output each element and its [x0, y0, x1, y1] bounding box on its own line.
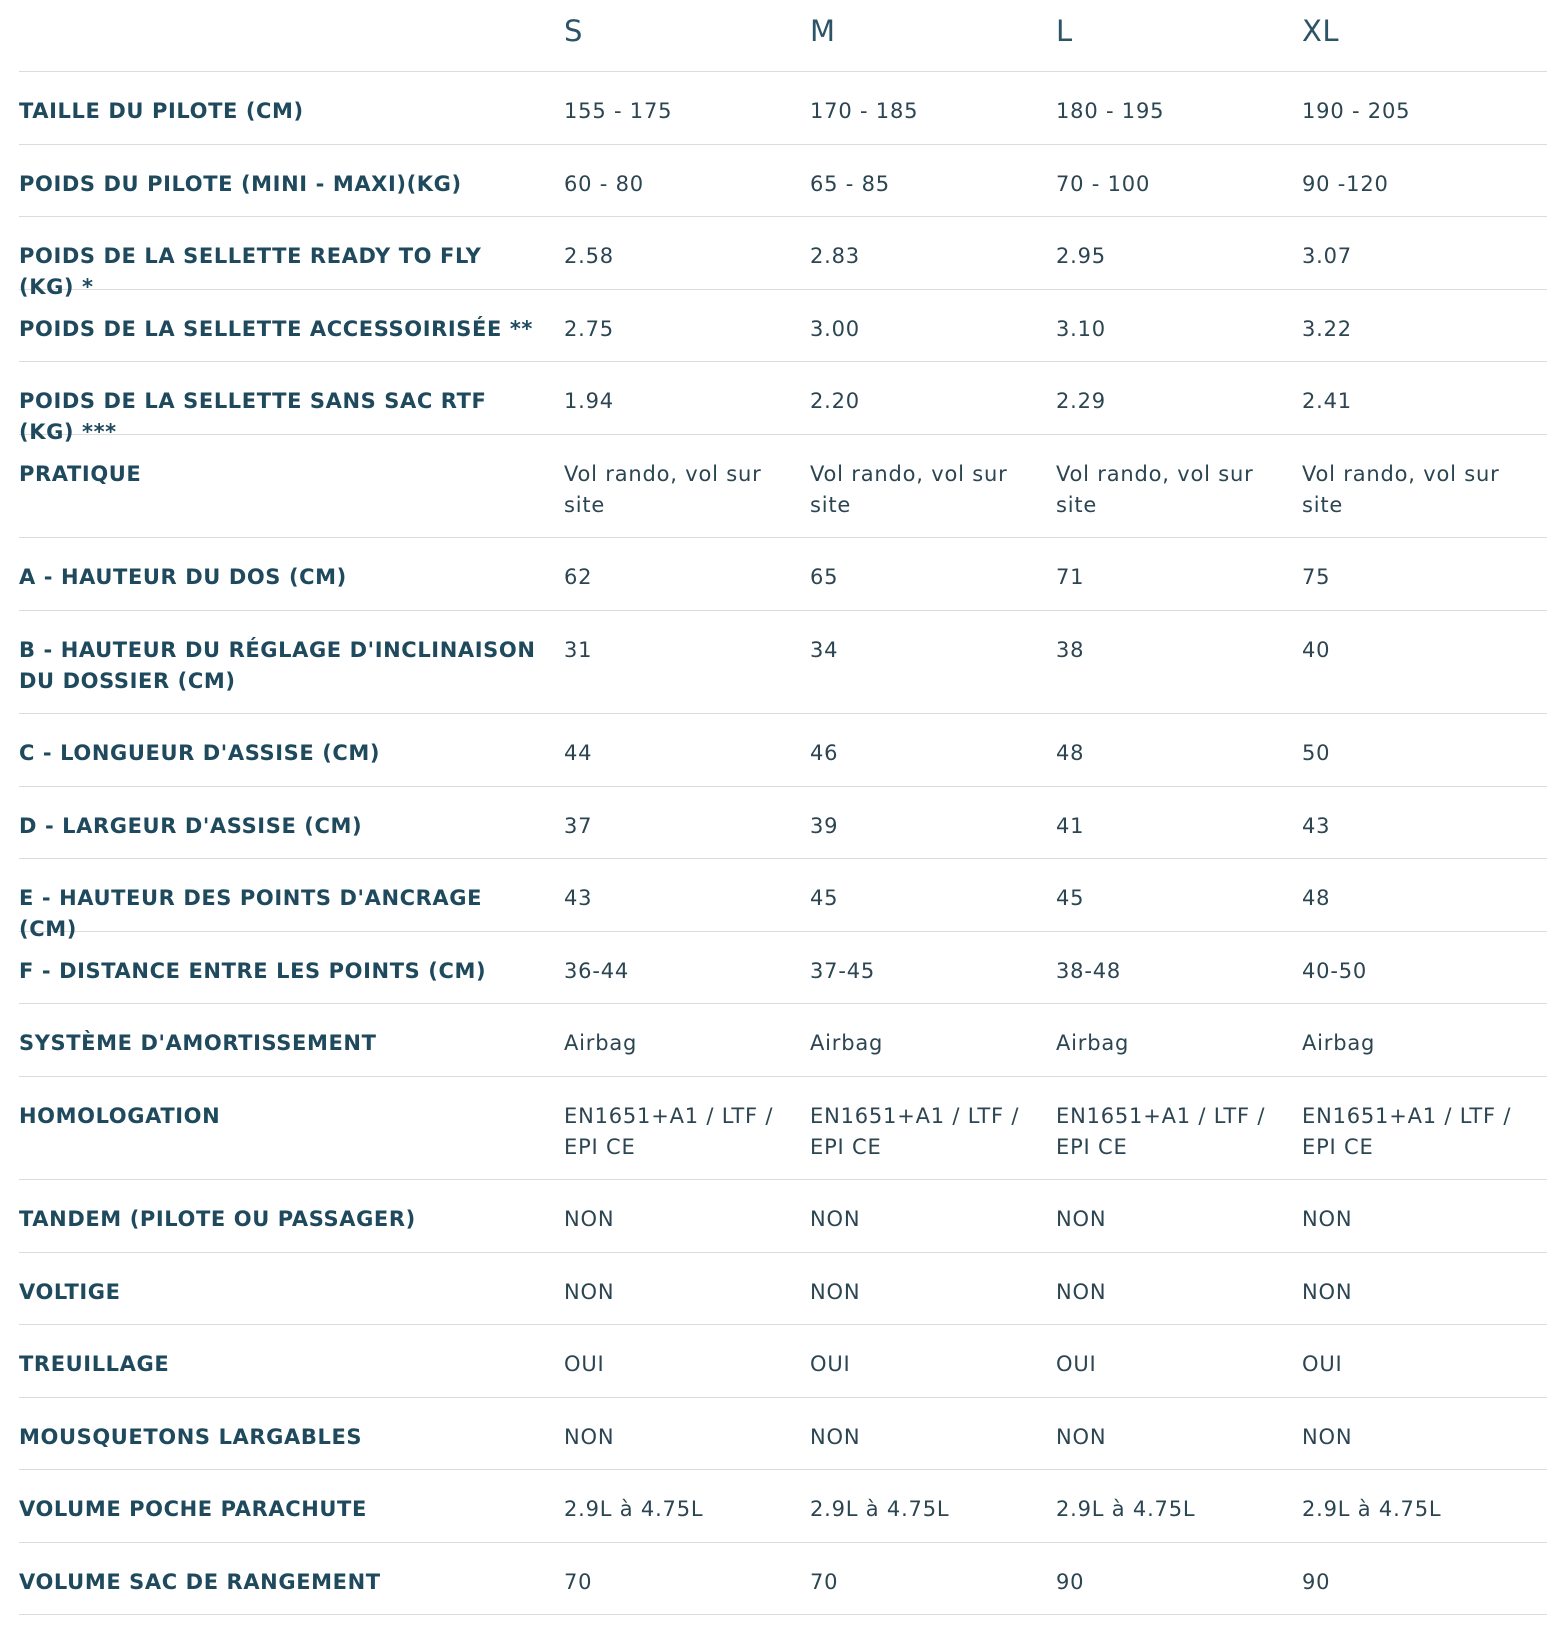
cell-xl: 50 [1302, 741, 1331, 765]
cell-xl: 2.9L à 4.75L [1302, 1497, 1442, 1521]
row-label: E - HAUTEUR DES POINTS D'ANCRAGE (CM) [19, 886, 483, 941]
cell-m: 46 [810, 741, 839, 765]
cell-xl: 3.07 [1302, 244, 1352, 268]
cell-s: Vol rando, vol sur site [564, 461, 762, 517]
row-label: SYSTÈME D'AMORTISSEMENT [19, 1031, 377, 1055]
cell-l: Airbag [1056, 1031, 1130, 1055]
cell-xl: 40 [1302, 637, 1331, 662]
cell-xl: EN1651+A1 / LTF / EPI CE [1302, 1103, 1512, 1159]
table-row [19, 787, 1547, 860]
table-row [19, 290, 1547, 363]
table-row [19, 932, 1547, 1005]
cell-xl: 2.41 [1302, 389, 1352, 413]
cell-l: NON [1056, 1424, 1107, 1449]
cell-xl: Airbag [1302, 1031, 1376, 1055]
table-row [19, 538, 1547, 611]
cell-s: 36-44 [564, 958, 630, 983]
cell-xl: NON [1302, 1424, 1353, 1449]
cell-l: 180 - 195 [1056, 99, 1165, 123]
cell-m: 65 [810, 565, 839, 589]
cell-m: EN1651+A1 / LTF / EPI CE [810, 1103, 1020, 1159]
cell-xl: 48 [1302, 886, 1331, 910]
cell-s: 37 [564, 813, 593, 838]
cell-s: OUI [564, 1352, 605, 1376]
row-label: C - LONGUEUR D'ASSISE (CM) [19, 741, 381, 765]
table-row [19, 217, 1547, 299]
cell-l: 38 [1056, 637, 1085, 662]
cell-m: 70 [810, 1569, 839, 1594]
cell-l: NON [1056, 1207, 1107, 1231]
cell-s: NON [564, 1207, 615, 1231]
table-row [19, 1077, 1547, 1181]
row-label: POIDS DE LA SELLETTE ACCESSOIRISÉE ** [19, 316, 533, 341]
cell-l: OUI [1056, 1352, 1097, 1376]
row-label: F - DISTANCE ENTRE LES POINTS (CM) [19, 958, 487, 983]
cell-s: 2.58 [564, 244, 614, 268]
row-label: PRATIQUE [19, 461, 142, 486]
row-label: B - HAUTEUR DU RÉGLAGE D'INCLINAISON DU DOSSIER (CM) [19, 637, 536, 693]
table-row [19, 859, 1547, 941]
cell-s: 2.75 [564, 316, 614, 341]
cell-xl: 3.22 [1302, 316, 1352, 341]
cell-m: 39 [810, 813, 839, 838]
cell-s: 31 [564, 637, 593, 662]
cell-l: 2.9L à 4.75L [1056, 1497, 1196, 1521]
cell-s: 43 [564, 886, 593, 910]
cell-s: 2.9L à 4.75L [564, 1497, 704, 1521]
cell-l: EN1651+A1 / LTF / EPI CE [1056, 1103, 1266, 1159]
table-row [19, 1253, 1547, 1326]
cell-xl: NON [1302, 1207, 1353, 1231]
cell-l: Vol rando, vol sur site [1056, 461, 1254, 517]
size-header-row [19, 0, 1547, 72]
table-row [19, 714, 1547, 787]
cell-m: OUI [810, 1352, 851, 1376]
cell-m: NON [810, 1279, 861, 1304]
cell-s: 70 [564, 1569, 593, 1594]
cell-l: 41 [1056, 813, 1085, 838]
row-label: TREUILLAGE [19, 1352, 170, 1376]
cell-xl: 90 -120 [1302, 171, 1389, 196]
table-row [19, 435, 1547, 539]
cell-xl: 190 - 205 [1302, 99, 1411, 123]
size-header-m: M [810, 14, 836, 48]
row-label: TANDEM (PILOTE OU PASSAGER) [19, 1207, 416, 1231]
row-label: D - LARGEUR D'ASSISE (CM) [19, 813, 363, 838]
cell-xl: 75 [1302, 565, 1331, 589]
cell-m: NON [810, 1207, 861, 1231]
cell-s: 44 [564, 741, 593, 765]
cell-m: Vol rando, vol sur site [810, 461, 1008, 517]
cell-l: 48 [1056, 741, 1085, 765]
cell-l: 2.29 [1056, 389, 1106, 413]
table-row [19, 1543, 1547, 1616]
cell-l: 2.95 [1056, 244, 1106, 268]
size-header-s: S [564, 14, 583, 48]
cell-xl: NON [1302, 1279, 1353, 1304]
cell-s: 155 - 175 [564, 99, 673, 123]
cell-s: 1.94 [564, 389, 614, 413]
row-label: HOMOLOGATION [19, 1103, 221, 1128]
row-label: POIDS DE LA SELLETTE SANS SAC RTF (KG) *** [19, 389, 487, 444]
cell-s: Airbag [564, 1031, 638, 1055]
table-row [19, 1325, 1547, 1398]
cell-l: 71 [1056, 565, 1085, 589]
row-label: POIDS DU PILOTE (MINI - MAXI)(KG) [19, 171, 462, 196]
specs-table [19, 0, 1547, 1615]
table-row [19, 362, 1547, 444]
row-label: POIDS DE LA SELLETTE READY TO FLY (KG) * [19, 244, 482, 299]
cell-l: 90 [1056, 1569, 1085, 1594]
row-label: VOLUME SAC DE RANGEMENT [19, 1569, 381, 1594]
table-row [19, 1398, 1547, 1471]
cell-m: Airbag [810, 1031, 884, 1055]
row-label: VOLUME POCHE PARACHUTE [19, 1497, 367, 1521]
table-row [19, 145, 1547, 218]
cell-l: 3.10 [1056, 316, 1106, 341]
size-header-l: L [1056, 14, 1073, 48]
cell-s: EN1651+A1 / LTF / EPI CE [564, 1103, 774, 1159]
cell-m: 170 - 185 [810, 99, 919, 123]
row-label: TAILLE DU PILOTE (CM) [19, 99, 304, 123]
cell-xl: 40-50 [1302, 958, 1368, 983]
cell-l: 45 [1056, 886, 1085, 910]
cell-m: 2.20 [810, 389, 860, 413]
table-row [19, 611, 1547, 715]
row-label: VOLTIGE [19, 1279, 121, 1304]
cell-xl: Vol rando, vol sur site [1302, 461, 1500, 517]
cell-l: 38-48 [1056, 958, 1122, 983]
cell-s: NON [564, 1424, 615, 1449]
cell-m: NON [810, 1424, 861, 1449]
cell-m: 45 [810, 886, 839, 910]
cell-m: 2.83 [810, 244, 860, 268]
row-label: MOUSQUETONS LARGABLES [19, 1424, 363, 1449]
cell-s: 60 - 80 [564, 171, 644, 196]
table-row [19, 1004, 1547, 1077]
cell-m: 37-45 [810, 958, 876, 983]
cell-m: 2.9L à 4.75L [810, 1497, 950, 1521]
cell-xl: 43 [1302, 813, 1331, 838]
cell-m: 65 - 85 [810, 171, 890, 196]
table-row [19, 72, 1547, 145]
cell-xl: 90 [1302, 1569, 1331, 1594]
cell-m: 34 [810, 637, 839, 662]
table-row [19, 1180, 1547, 1253]
table-row [19, 1470, 1547, 1543]
row-label: A - HAUTEUR DU DOS (CM) [19, 565, 347, 589]
cell-s: NON [564, 1279, 615, 1304]
cell-m: 3.00 [810, 316, 860, 341]
cell-l: 70 - 100 [1056, 171, 1151, 196]
cell-xl: OUI [1302, 1352, 1343, 1376]
cell-s: 62 [564, 565, 593, 589]
cell-l: NON [1056, 1279, 1107, 1304]
size-header-xl: XL [1302, 14, 1340, 48]
